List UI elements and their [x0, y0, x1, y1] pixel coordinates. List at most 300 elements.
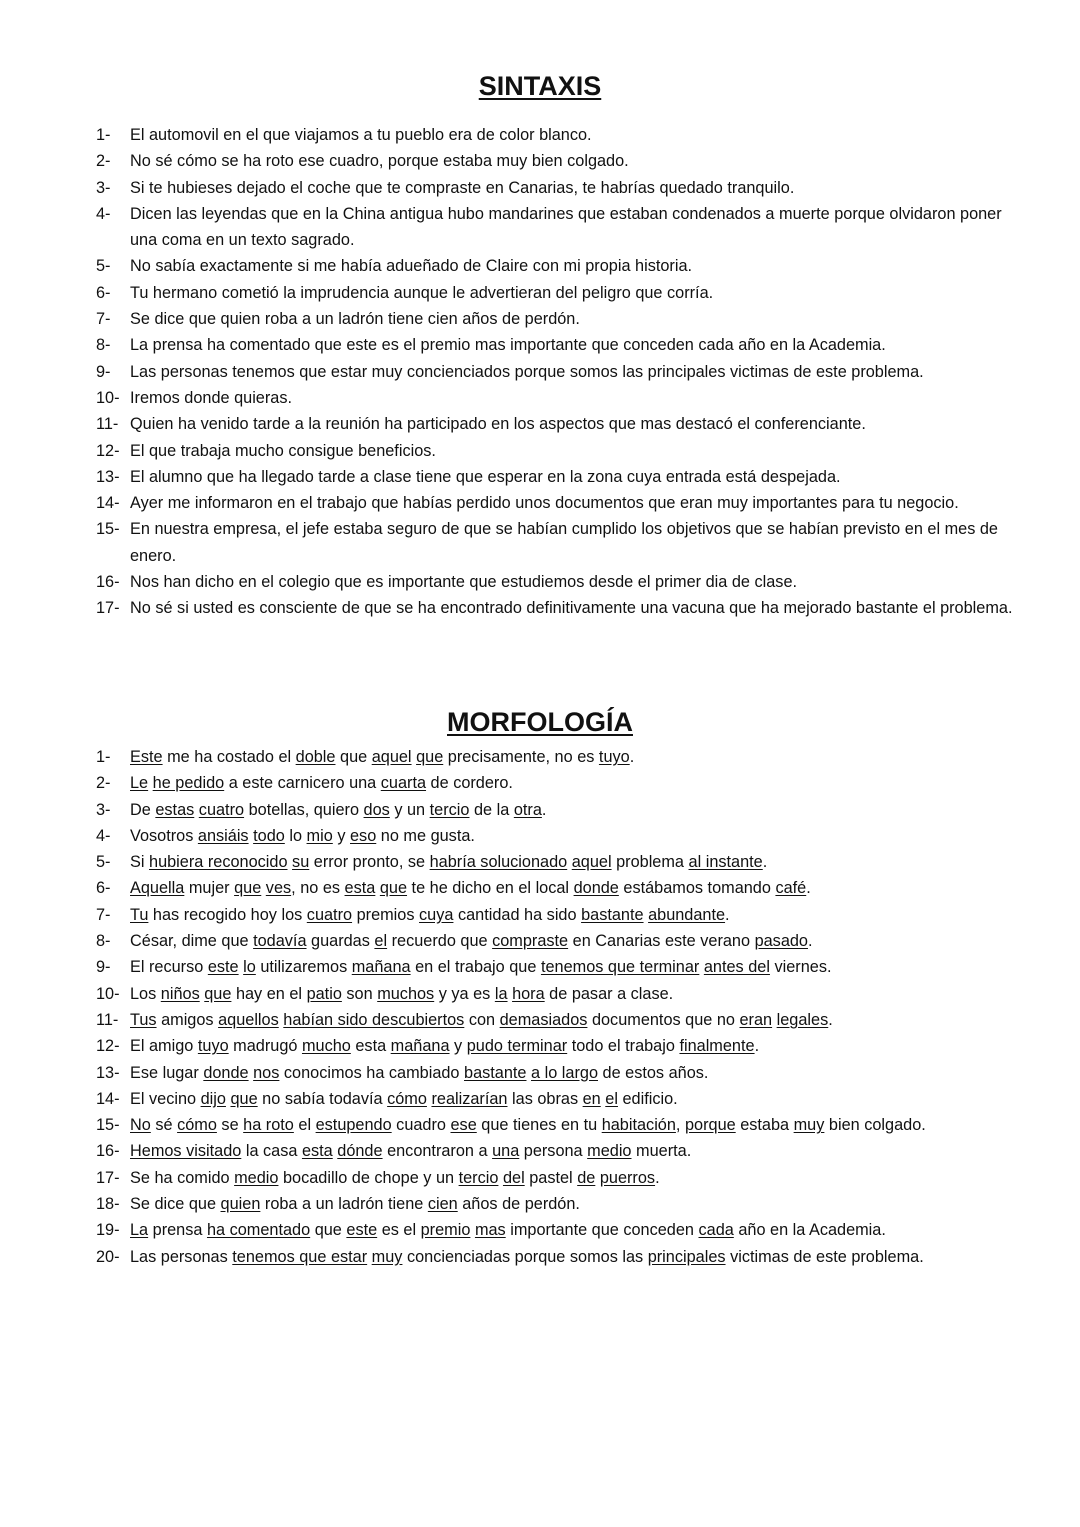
morfologia-item [96, 875, 1026, 901]
sentence-fragment: Los [130, 984, 161, 1003]
underlined-word: su [292, 853, 310, 872]
sentence-fragment: son [341, 984, 378, 1003]
sentence-fragment: , no es [291, 879, 345, 898]
underlined-word: demasiados [499, 1010, 588, 1029]
sentence-text: Si te hubieses dejado el coche que te compraste en Canarias, te habrías quedado tranquilo. [130, 178, 795, 197]
sentence-fragment: encontraron a [382, 1142, 493, 1161]
sentence-fragment: que [335, 748, 372, 766]
underlined-word: esta [301, 1142, 333, 1161]
underlined-word: del [502, 1168, 525, 1187]
sentence-fragment: has recogido hoy los [148, 905, 307, 924]
sintaxis-item [96, 253, 1026, 279]
sentence-fragment: y [332, 826, 350, 845]
underlined-word: nos [253, 1063, 280, 1082]
sentence-fragment: de pasar a clase. [544, 984, 674, 1003]
item-number: 11- [96, 1010, 119, 1029]
sintaxis-item [96, 438, 1026, 464]
underlined-word: doble [295, 748, 336, 766]
sentence-fragment: viernes. [769, 958, 832, 977]
sentence-text: Nos han dicho en el colegio que es importante que estudiemos desde el primer dia de clase. [130, 573, 798, 592]
sentence-fragment: el [293, 1116, 316, 1135]
sentence-fragment: De [130, 800, 156, 819]
item-number: 3- [96, 178, 111, 197]
underlined-word: mañana [351, 958, 411, 977]
underlined-word: ese [450, 1116, 477, 1135]
item-number: 1- [96, 126, 111, 144]
sentence-text [130, 1138, 1026, 1164]
sentence-fragment: edificio. [617, 1089, 678, 1108]
underlined-word: dos [363, 800, 390, 819]
underlined-word: este [346, 1221, 378, 1240]
item-number: 15- [96, 520, 120, 539]
sentence-text: No sé si usted es consciente de que se ha encontrado definitivamente una vacuna que ha mejorado bastante el problema. [130, 599, 1013, 618]
sentence-fragment: muerta. [631, 1142, 692, 1161]
item-number: 2- [96, 152, 111, 171]
sentence-fragment: la casa [241, 1142, 302, 1161]
sentence-text: La prensa ha comentado que este es el premio mas importante que conceden cada año en la Academia. [130, 336, 886, 355]
underlined-word: estas [155, 800, 195, 819]
item-number: 4- [96, 204, 111, 223]
item-number: 15- [96, 1116, 120, 1135]
morfologia-item [96, 1086, 1026, 1112]
sentence-fragment: bocadillo de chope y un [278, 1168, 459, 1187]
underlined-word: premio [420, 1221, 471, 1240]
sentence-fragment: Se ha comido [130, 1168, 235, 1187]
underlined-word: estupendo [315, 1116, 392, 1135]
sentence-text: Se dice que quien roba a un ladrón tiene cien años de perdón. [130, 310, 580, 329]
morfologia-item [96, 981, 1026, 1007]
underlined-word: que [379, 879, 408, 898]
underlined-word: Aquella [130, 879, 185, 898]
underlined-word: muchos [377, 984, 435, 1003]
morfologia-item [96, 1060, 1026, 1086]
item-number: 6- [96, 879, 111, 898]
underlined-word: esta [344, 879, 376, 898]
sentence-text: No sabía exactamente si me había adueñado de Claire con mi propia historia. [130, 257, 693, 276]
sentence-fragment: El amigo [130, 1037, 198, 1056]
sentence-fragment: victimas de este problema. [725, 1247, 924, 1266]
sintaxis-item [96, 175, 1026, 201]
sintaxis-item [96, 516, 1026, 569]
underlined-word: tenemos que terminar [540, 958, 700, 977]
sentence-text [130, 981, 1026, 1007]
item-number: 2- [96, 774, 111, 793]
sentence-fragment: concienciadas porque somos las [402, 1247, 648, 1266]
sentence-fragment: . [725, 905, 730, 924]
underlined-word: cuarta [380, 774, 427, 793]
sintaxis-item [96, 569, 1026, 595]
sentence-fragment: no sabía todavía [257, 1089, 388, 1108]
sentence-text [130, 1112, 1026, 1138]
sentence-text [130, 1033, 1026, 1059]
morfologia-item [96, 849, 1026, 875]
underlined-word: al instante [688, 853, 763, 872]
underlined-word: el [374, 932, 388, 951]
underlined-word: niños [160, 984, 200, 1003]
sentence-text [130, 823, 1026, 849]
sentence-fragment: en el trabajo que [410, 958, 541, 977]
item-number: 1- [96, 748, 111, 766]
underlined-word: habría solucionado [429, 853, 568, 872]
sentence-fragment: . [807, 932, 813, 951]
sentence-fragment: premios [352, 905, 420, 924]
sentence-fragment: . [655, 1168, 660, 1187]
underlined-word: que [204, 984, 232, 1003]
item-number: 5- [96, 853, 111, 872]
underlined-word: medio [234, 1168, 279, 1187]
sentence-fragment: Se dice que [130, 1195, 221, 1214]
underlined-word: bastante [581, 905, 644, 924]
sintaxis-heading: SINTAXIS [478, 71, 602, 101]
sentence-fragment: no me gusta. [376, 826, 475, 845]
item-number: 14- [96, 494, 120, 513]
underlined-word: habitación [601, 1116, 676, 1135]
sentence-fragment: prensa [148, 1221, 207, 1240]
underlined-word: medio [587, 1142, 632, 1161]
sentence-text: Ayer me informaron en el trabajo que habías perdido unos documentos que eran muy importantes para tu negocio. [130, 494, 959, 513]
underlined-word: cuatro [198, 800, 245, 819]
item-number: 13- [96, 1063, 120, 1082]
sentence-fragment: me ha costado el [162, 748, 296, 766]
underlined-word: a lo largo [531, 1063, 598, 1082]
underlined-word: Este [130, 748, 163, 766]
item-number: 10- [96, 984, 120, 1003]
underlined-word: mucho [301, 1037, 351, 1056]
underlined-word: tercio [458, 1168, 499, 1187]
item-number: 19- [96, 1221, 120, 1240]
underlined-word: cuatro [306, 905, 353, 924]
sentence-fragment: , [675, 1116, 685, 1135]
item-number: 17- [96, 599, 120, 618]
sentence-fragment: recuerdo que [387, 932, 493, 951]
underlined-word: tercio [429, 800, 470, 819]
item-number: 18- [96, 1195, 120, 1214]
sentence-fragment: botellas, quiero [244, 800, 364, 819]
sentence-fragment: guardas [306, 932, 375, 951]
sentence-fragment: conocimos ha cambiado [279, 1063, 465, 1082]
sintaxis-item [96, 148, 1026, 174]
underlined-word: dónde [337, 1142, 383, 1161]
morfologia-item [96, 1007, 1026, 1033]
sentence-fragment: y [449, 1037, 467, 1056]
underlined-word: dijo [200, 1089, 226, 1108]
morfologia-item [96, 954, 1026, 980]
sentence-text [130, 849, 1026, 875]
item-number: 12- [96, 1037, 120, 1056]
sentence-fragment: años de perdón. [457, 1195, 580, 1214]
item-number: 20- [96, 1247, 120, 1266]
item-number: 8- [96, 336, 111, 355]
sentence-text: El automovil en el que viajamos a tu pueblo era de color blanco. [130, 126, 592, 144]
underlined-word: ha roto [243, 1116, 294, 1135]
sintaxis-item [96, 385, 1026, 411]
underlined-word: mañana [390, 1037, 450, 1056]
sentence-text: Iremos donde quieras. [130, 388, 293, 407]
sentence-fragment: problema [611, 853, 689, 872]
sentence-fragment: . [629, 748, 635, 766]
underlined-word: una [492, 1142, 520, 1161]
sentence-text [130, 1007, 1026, 1033]
underlined-word: cómo [387, 1089, 427, 1108]
sentence-text [130, 744, 1026, 770]
underlined-word: ha comentado [206, 1221, 311, 1240]
underlined-word: lo [243, 958, 256, 977]
sentence-fragment: Si [130, 853, 150, 872]
sentence-fragment: El recurso [130, 958, 208, 977]
underlined-word: No [130, 1116, 151, 1135]
sentence-fragment: todo el trabajo [567, 1037, 680, 1056]
sentence-fragment: bien colgado. [824, 1116, 926, 1135]
morfologia-item [96, 1244, 1026, 1270]
morfologia-list [96, 744, 1026, 1270]
underlined-word: mio [306, 826, 333, 845]
sentence-fragment: . [806, 879, 811, 898]
sentence-fragment: utilizaremos [255, 958, 352, 977]
sentence-fragment: precisamente, no es [443, 748, 599, 766]
underlined-word: tenemos que estar [232, 1247, 368, 1266]
underlined-word: eran [739, 1010, 773, 1029]
sentence-text: En nuestra empresa, el jefe estaba seguro de que se habían cumplido los objetivos que se habían previsto en el mes de enero. [130, 520, 998, 565]
item-number: 9- [96, 958, 111, 977]
item-number: 16- [96, 1142, 120, 1161]
morfologia-item [96, 928, 1026, 954]
sentence-fragment: mujer [184, 879, 235, 898]
morfologia-item [96, 797, 1026, 823]
underlined-word: hubiera reconocido [149, 853, 288, 872]
underlined-word: legales [776, 1010, 829, 1029]
underlined-word: este [207, 958, 239, 977]
sentence-fragment: El vecino [130, 1089, 201, 1108]
underlined-word: compraste [492, 932, 569, 951]
underlined-word: habían sido descubiertos [283, 1010, 465, 1029]
sentence-fragment: Ese lugar [130, 1063, 204, 1082]
sentence-text [130, 797, 1026, 823]
item-number: 16- [96, 573, 120, 592]
underlined-word: Tus [130, 1010, 157, 1029]
morfologia-item [96, 823, 1026, 849]
item-number: 10- [96, 388, 120, 407]
underlined-word: que [234, 879, 262, 898]
sentence-text: Las personas tenemos que estar muy concienciados porque somos las principales victimas de este problema. [130, 362, 924, 381]
morfologia-item [96, 1191, 1026, 1217]
item-number: 7- [96, 905, 111, 924]
underlined-word: cuya [419, 905, 454, 924]
item-number: 13- [96, 467, 120, 486]
morfologia-item [96, 902, 1026, 928]
underlined-word: cien [427, 1195, 458, 1214]
sintaxis-item [96, 411, 1026, 437]
underlined-word: pasado [754, 932, 808, 951]
morfologia-item [96, 1165, 1026, 1191]
underlined-word: aquel [371, 748, 412, 766]
sentence-fragment: . [762, 853, 768, 872]
underlined-word: pudo terminar [466, 1037, 568, 1056]
morfologia-item [96, 1138, 1026, 1164]
underlined-word: donde [573, 879, 619, 898]
sentence-fragment: en Canarias este verano [568, 932, 755, 951]
sentence-fragment: de estos años. [598, 1063, 709, 1082]
sentence-fragment: que [310, 1221, 347, 1240]
sintaxis-item [96, 201, 1026, 254]
sentence-fragment: pastel [524, 1168, 578, 1187]
sentence-fragment: esta [350, 1037, 391, 1056]
underlined-word: principales [647, 1247, 726, 1266]
morfologia-item [96, 1217, 1026, 1243]
sentence-fragment: estaba [735, 1116, 794, 1135]
sentence-fragment: de cordero. [426, 774, 513, 793]
sentence-text [130, 1060, 1026, 1086]
sintaxis-item [96, 595, 1026, 621]
item-number: 6- [96, 283, 111, 302]
sentence-fragment: estábamos tomando [618, 879, 776, 898]
underlined-word: eso [350, 826, 377, 845]
sentence-fragment: madrugó [228, 1037, 302, 1056]
sentence-fragment: amigos [156, 1010, 219, 1029]
underlined-word: Hemos visitado [130, 1142, 242, 1161]
item-number: 3- [96, 800, 111, 819]
underlined-word: La [130, 1221, 149, 1240]
sintaxis-item [96, 490, 1026, 516]
sintaxis-item [96, 306, 1026, 332]
underlined-word: que [230, 1089, 258, 1108]
underlined-word: antes del [703, 958, 770, 977]
sentence-fragment: roba a un ladrón tiene [260, 1195, 428, 1214]
item-number: 17- [96, 1168, 120, 1187]
underlined-word: porque [684, 1116, 736, 1135]
underlined-word: mas [474, 1221, 506, 1240]
underlined-word: ansiáis [197, 826, 249, 845]
sentence-fragment: sé [150, 1116, 178, 1135]
underlined-word: quien [220, 1195, 261, 1214]
underlined-word: muy [793, 1116, 825, 1135]
sentence-fragment: que tienes en tu [476, 1116, 602, 1135]
underlined-word: la [494, 984, 508, 1003]
underlined-word: patio [306, 984, 342, 1003]
item-number: 7- [96, 310, 111, 329]
underlined-word: de [577, 1168, 596, 1187]
underlined-word: tuyo [598, 748, 630, 766]
underlined-word: en [582, 1089, 601, 1108]
sentence-text: El alumno que ha llegado tarde a clase tiene que esperar en la zona cuya entrada está despejada. [130, 467, 841, 486]
sentence-fragment: error pronto, se [309, 853, 430, 872]
sentence-text: Quien ha venido tarde a la reunión ha participado en los aspectos que mas destacó el conferenciante. [130, 415, 866, 434]
sentence-text [130, 902, 1026, 928]
sentence-text [130, 1191, 1026, 1217]
item-number: 8- [96, 932, 111, 951]
sentence-fragment: importante que conceden [505, 1221, 699, 1240]
sintaxis-item [96, 280, 1026, 306]
underlined-word: tuyo [197, 1037, 229, 1056]
underlined-word: cada [698, 1221, 734, 1240]
sentence-fragment: . [754, 1037, 760, 1056]
sentence-fragment: . [828, 1010, 833, 1029]
underlined-word: todavía [253, 932, 307, 951]
underlined-word: cómo [177, 1116, 217, 1135]
sintaxis-item [96, 122, 1026, 148]
sentence-fragment: y ya es [434, 984, 495, 1003]
sentence-text [130, 1165, 1026, 1191]
item-number: 11- [96, 415, 119, 434]
sintaxis-list [96, 122, 1026, 622]
sentence-text [130, 1217, 1026, 1243]
morfologia-item [96, 1033, 1026, 1059]
sentence-fragment: a este carnicero una [224, 774, 381, 793]
underlined-word: otra [513, 800, 542, 819]
sentence-fragment: y un [389, 800, 430, 819]
underlined-word: el [605, 1089, 618, 1108]
morfologia-item [96, 770, 1026, 796]
sentence-text [130, 1086, 1026, 1112]
underlined-word: aquel [571, 853, 612, 872]
item-number: 5- [96, 257, 111, 276]
sintaxis-item [96, 359, 1026, 385]
sentence-text: Tu hermano cometió la imprudencia aunque le advertieran del peligro que corría. [130, 283, 714, 302]
sentence-fragment: las obras [507, 1089, 583, 1108]
sentence-fragment: de la [469, 800, 514, 819]
sentence-fragment: cuadro [391, 1116, 451, 1135]
underlined-word: aquellos [218, 1010, 279, 1029]
underlined-word: donde [203, 1063, 249, 1082]
morfologia-item [96, 744, 1026, 770]
underlined-word: he pedido [152, 774, 225, 793]
sentence-fragment: te he dicho en el local [407, 879, 574, 898]
sentence-fragment: persona [519, 1142, 588, 1161]
underlined-word: ves [265, 879, 292, 898]
sentence-fragment: lo [284, 826, 307, 845]
sentence-text [130, 1244, 1026, 1270]
underlined-word: todo [253, 826, 285, 845]
morfologia-heading: MORFOLOGÍA [447, 707, 633, 737]
underlined-word: Le [130, 774, 149, 793]
sentence-text: Dicen las leyendas que en la China antigua hubo mandarines que estaban condenados a muerte porque olvidaron poner una coma en un texto sagrado. [130, 204, 1002, 250]
sentence-text [130, 875, 1026, 901]
sintaxis-item [96, 464, 1026, 490]
sentence-fragment: hay en el [231, 984, 307, 1003]
underlined-word: finalmente [679, 1037, 755, 1056]
item-number: 12- [96, 441, 120, 460]
sentence-fragment: se [216, 1116, 244, 1135]
sentence-fragment: cantidad ha sido [453, 905, 582, 924]
item-number: 4- [96, 826, 111, 845]
item-number: 9- [96, 362, 111, 381]
sentence-fragment: . [541, 800, 547, 819]
sentence-text [130, 954, 1026, 980]
underlined-word: abundante [648, 905, 726, 924]
sentence-fragment: César, dime que [130, 932, 254, 951]
underlined-word: café [775, 879, 807, 898]
sentence-text [130, 928, 1026, 954]
sentence-text: El que trabaja mucho consigue beneficios. [130, 441, 436, 460]
underlined-word: muy [371, 1247, 403, 1266]
underlined-word: hora [512, 984, 545, 1003]
underlined-word: Tu [130, 905, 149, 924]
underlined-word: bastante [464, 1063, 527, 1082]
sentence-fragment: Las personas [130, 1247, 233, 1266]
underlined-word: realizarían [431, 1089, 508, 1108]
sentence-fragment: año en la Academia. [733, 1221, 886, 1240]
item-number: 14- [96, 1089, 120, 1108]
sentence-text [130, 770, 1026, 796]
sintaxis-item [96, 332, 1026, 358]
underlined-word: que [416, 748, 444, 766]
sentence-fragment: Vosotros [130, 826, 198, 845]
sentence-text: No sé cómo se ha roto ese cuadro, porque estaba muy bien colgado. [130, 152, 629, 171]
sentence-fragment: es el [377, 1221, 421, 1240]
sentence-fragment: con [464, 1010, 500, 1029]
morfologia-item [96, 1112, 1026, 1138]
underlined-word: puerros [599, 1168, 656, 1187]
sentence-fragment: documentos que no [587, 1010, 740, 1029]
